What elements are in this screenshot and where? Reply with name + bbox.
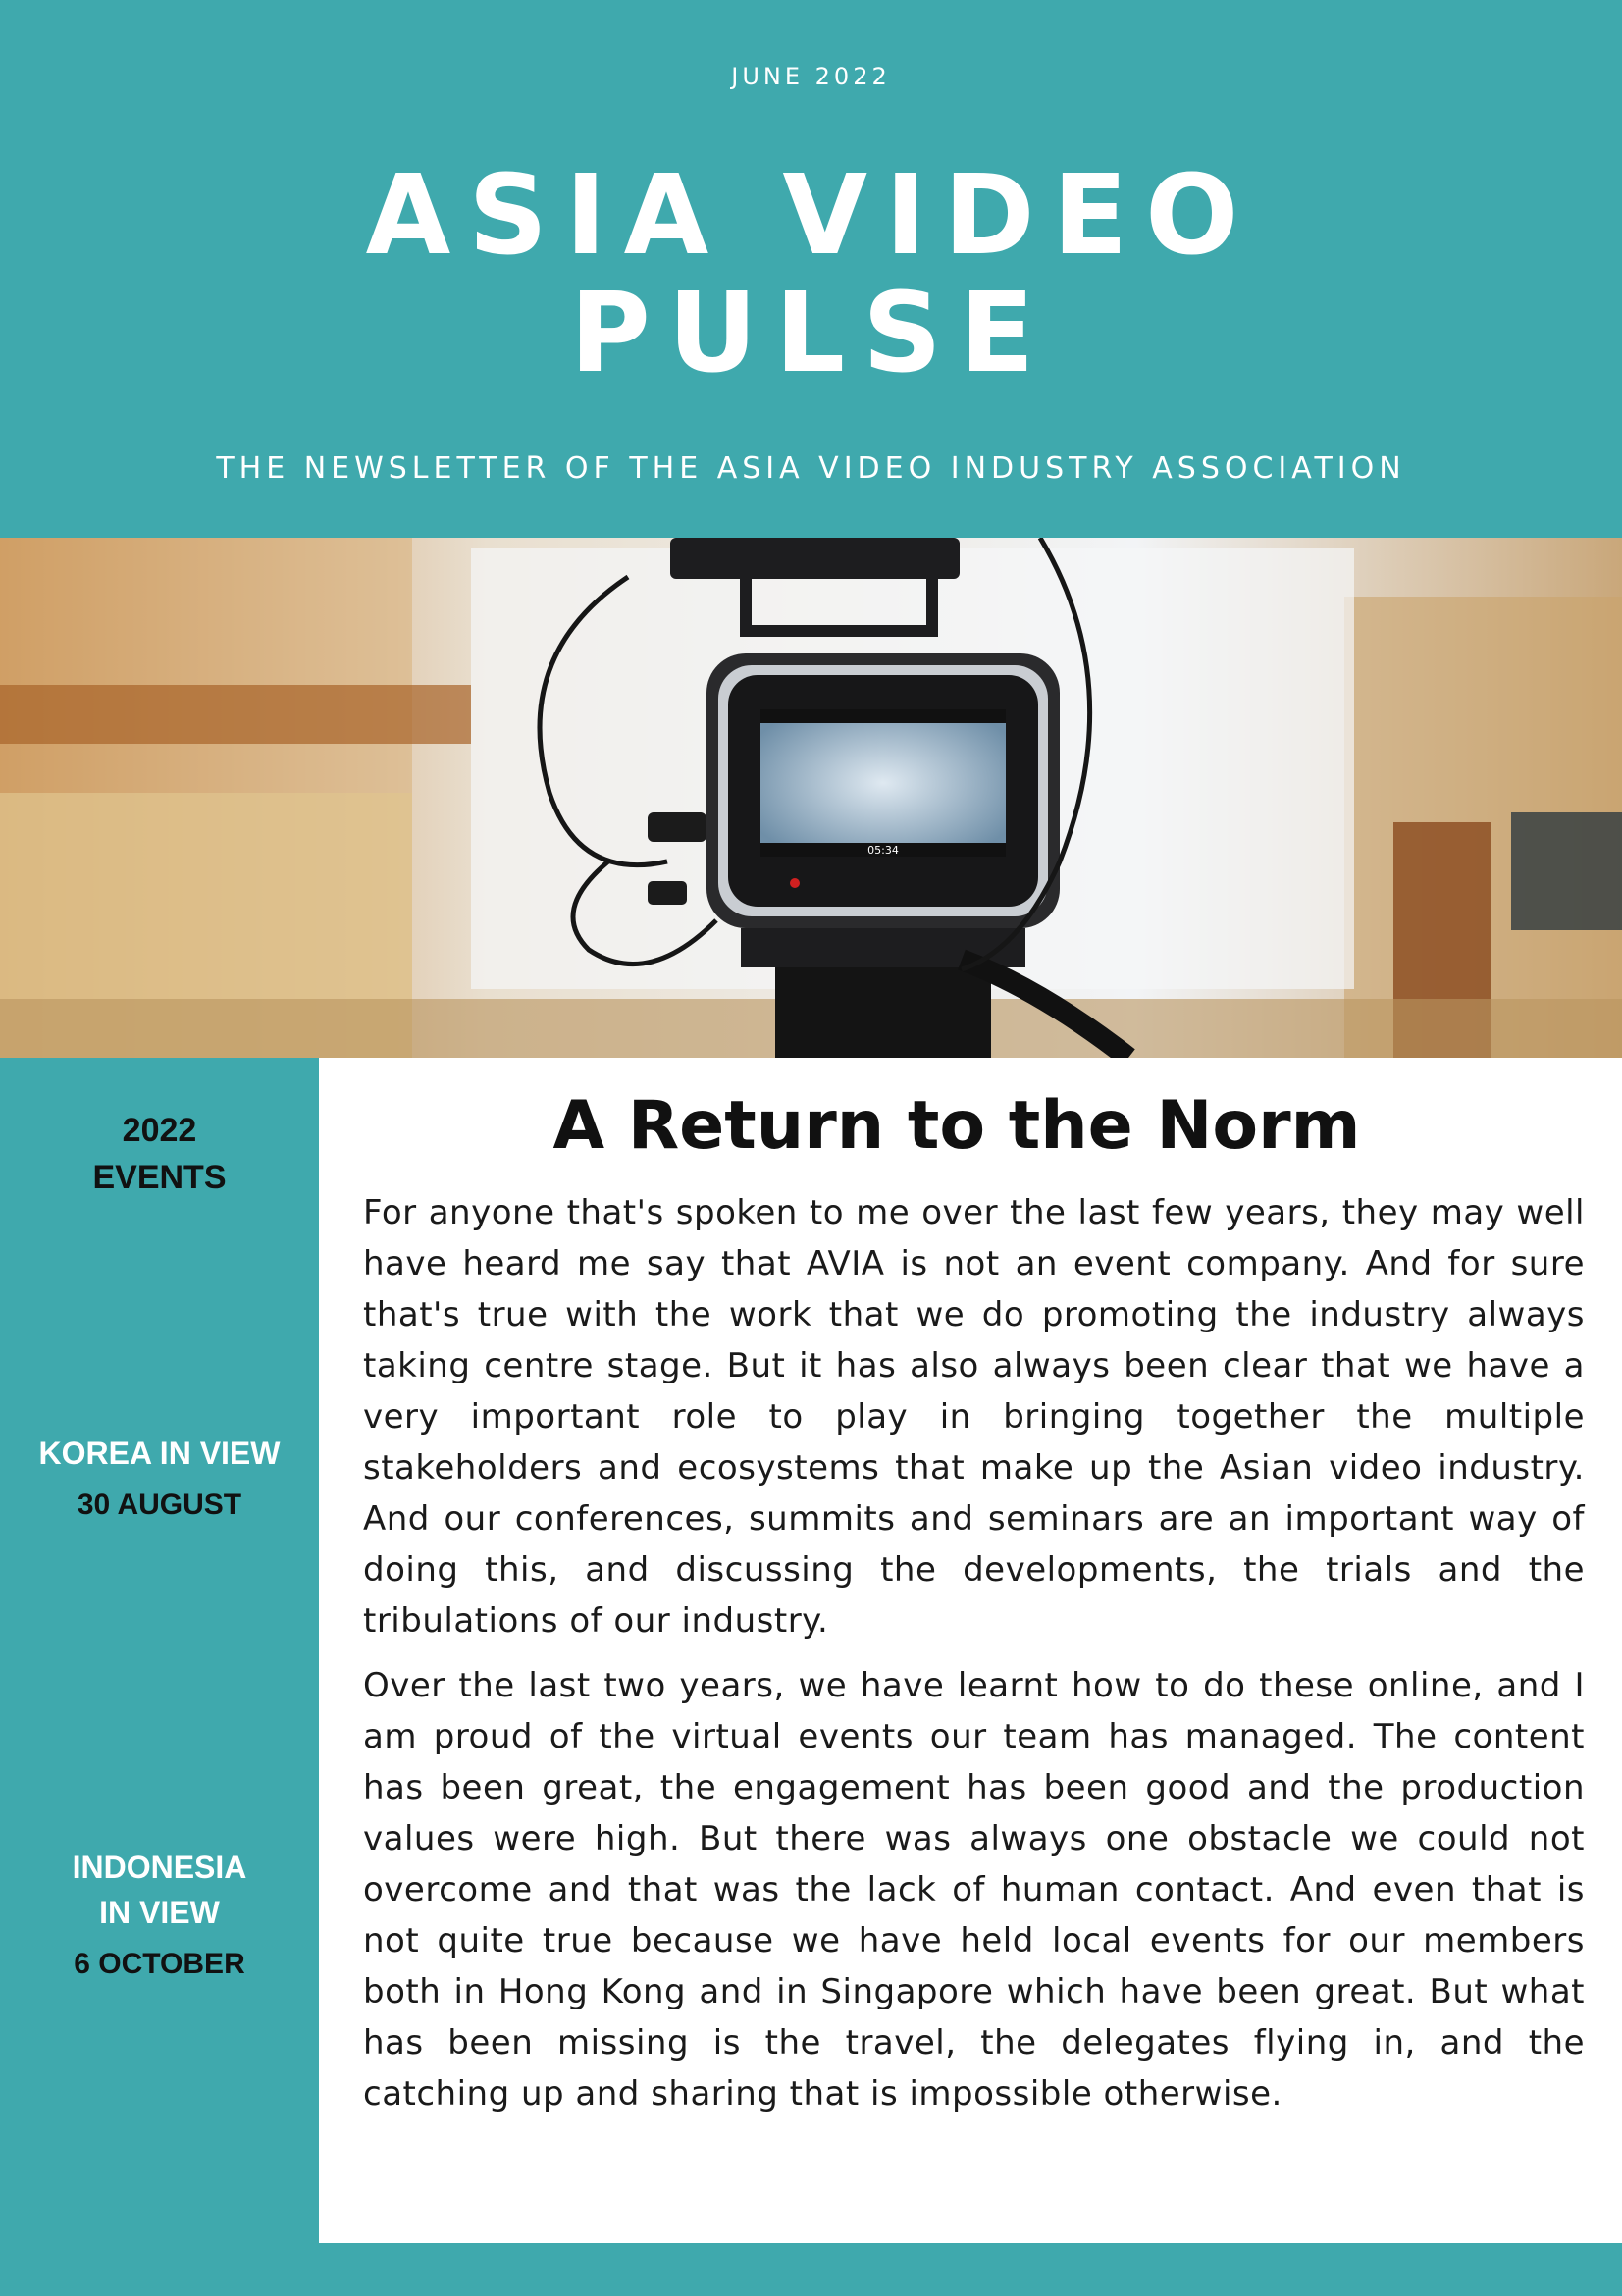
article-paragraph: For anyone that's spoken to me over the last few years, they may well have heard me say that AVIA is not an event company. And for sure that's true with the work that we do promoting the industry always taking centre stage. But it has also always been clear that we have a very important role to play in bringing together the multiple stakeholders and ecosystems that make up the Asian video industry. And our conferences, summits and seminars are an important way of doing this, and discussing the developments, the trials and the tribulations of our industry. (363, 1193, 1585, 1641)
masthead (0, 0, 1622, 538)
article (319, 1058, 1622, 2243)
newsletter-subtitle: THE NEWSLETTER OF THE ASIA VIDEO INDUSTRY ASSOCIATION (216, 451, 1406, 486)
event-date: 30 AUGUST (77, 1488, 242, 1521)
newsletter-title (0, 152, 1622, 397)
title-line-1: ASIA VIDEO (365, 152, 1257, 280)
article-body (363, 1187, 1585, 2133)
title-line-2: PULSE (569, 270, 1053, 397)
issue-date: JUNE 2022 (731, 63, 891, 90)
events-sidebar (0, 1058, 319, 2296)
article-paragraph: Over the last two years, we have learnt how to do these online, and I am proud of the virtual events our team has managed. The content has been great, the engagement has been good and the production values were high. But there was always one obstacle we could not overcome and that was the lack of human contact. And even that is not quite true because we have held local events for our members both in Hong Kong and in Singapore which have been great. But what has been missing is the travel, the delegates flying in, and the catching up and sharing that is impossible otherwise. (363, 1666, 1585, 2113)
camera-timecode: 05:34 (867, 844, 899, 857)
event-korea-in-view (0, 1431, 319, 1529)
event-indonesia-in-view (0, 1845, 319, 1988)
event-name-line-2: IN VIEW (99, 1895, 220, 1930)
sidebar-heading-label: EVENTS (92, 1159, 227, 1196)
footer-band (0, 2243, 1622, 2296)
event-name: KOREA IN VIEW (38, 1435, 281, 1471)
sidebar-heading-year: 2022 (122, 1112, 197, 1149)
event-date: 6 OCTOBER (74, 1948, 245, 1980)
article-headline: A Return to the Norm (552, 1087, 1361, 1165)
event-name-line-1: INDONESIA (72, 1850, 247, 1885)
hero-photo-video-camera (0, 538, 1622, 1058)
camera-illustration (0, 538, 1622, 1058)
sidebar-heading (0, 1107, 319, 1201)
